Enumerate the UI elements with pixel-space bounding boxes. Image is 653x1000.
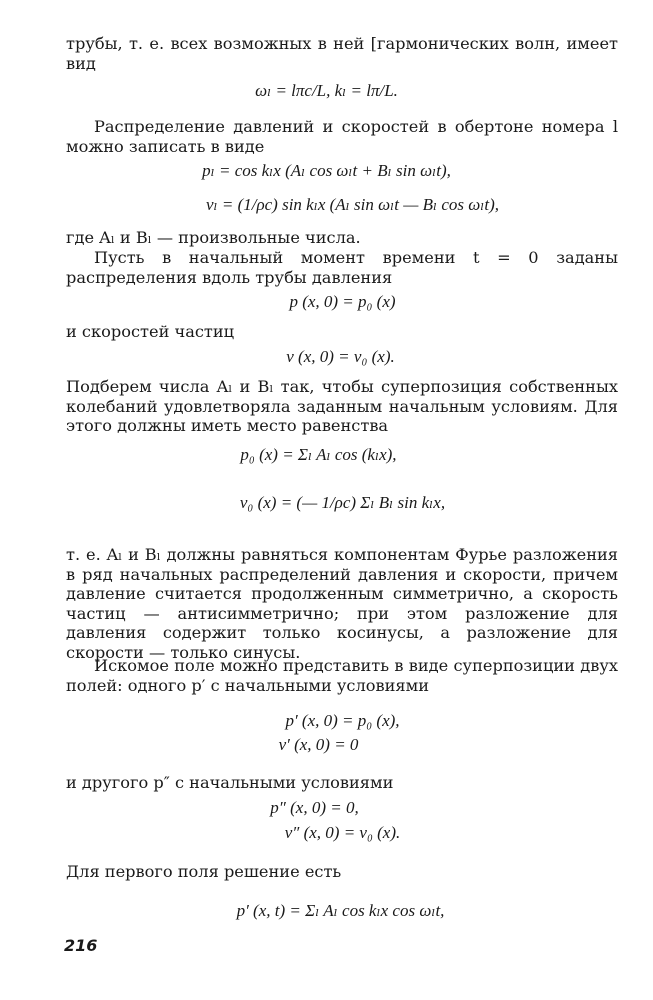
equation-text: v (x, 0) = v₀ (x).: [286, 347, 395, 366]
equation-text: v′ (x, 0) = 0: [278, 735, 359, 754]
paragraph-text: Пусть в начальный момент времени t = 0 заданы распределения вдоль трубы давления: [66, 248, 618, 287]
equation: [16, 710, 653, 732]
equation-text: p′ (x, 0) = p₀ (x),: [285, 711, 400, 730]
paragraph: [66, 117, 618, 156]
paragraph: [66, 228, 618, 248]
equation: [0, 734, 645, 756]
equation: [14, 346, 653, 368]
paragraph: [66, 322, 618, 342]
equation: [16, 291, 653, 313]
equation-text: ωₗ = lπc/L, kₗ = lπ/L.: [255, 81, 398, 100]
equation-text: p₀ (x) = Σₗ Aₗ cos (kₗx),: [240, 445, 397, 464]
paragraph: [66, 377, 618, 436]
paragraph-text: трубы, т. е. всех возможных в ней [гармонических волн, имеет вид: [66, 34, 618, 73]
paragraph-text: и скоростей частиц: [66, 322, 235, 341]
equation: [26, 194, 653, 216]
equation: [0, 444, 645, 466]
paragraph: [66, 248, 618, 287]
paragraph-text: где Aₗ и Bₗ — произвольные числа.: [66, 228, 361, 247]
equation: [0, 797, 641, 819]
equation: [16, 492, 653, 514]
equation: [14, 900, 653, 922]
equation-text: p (x, 0) = p₀ (x): [289, 292, 396, 311]
equation: [0, 80, 653, 102]
paragraph: [66, 862, 618, 882]
equation-text: v₀ (x) = (— 1/ρc) Σₗ Bₗ sin kₗx,: [239, 493, 446, 512]
equation: [16, 822, 653, 844]
paragraph-text: Для первого поля решение есть: [66, 862, 342, 881]
paragraph-text: Распределение давлений и скоростей в обертоне номера l можно записать в виде: [66, 117, 618, 156]
equation: [0, 160, 653, 182]
equation-text: v″ (x, 0) = v₀ (x).: [284, 823, 401, 842]
paragraph: [66, 34, 618, 73]
equation-text: vₗ = (1/ρc) sin kₗx (Aₗ sin ωₗt — Bₗ cos ωₗt),: [205, 195, 500, 214]
paragraph-text: Подберем числа Aₗ и Bₗ так, чтобы суперпозиция собственных колебаний удовлетворяла заданным начальным условиям. Для этого должны иметь место равенства: [66, 377, 618, 435]
paragraph-text: т. е. Aₗ и Bₗ должны равняться компонентам Фурье разложения в ряд начальных распределений давления и скорости, причем давление считается продолженным симметрично, а скорость частиц — антисимметрично; при этом разложение для давления содержит только косинусы, а разложение для скорости — только синусы.: [66, 545, 618, 662]
paragraph: [66, 545, 618, 662]
page-number: 216: [64, 936, 98, 955]
paragraph-text: и другого p″ с начальными условиями: [66, 773, 394, 792]
equation-text: pₗ = cos kₗx (Aₗ cos ωₗt + Bₗ sin ωₗt),: [202, 161, 451, 180]
paragraph: [66, 656, 618, 695]
paragraph: [66, 773, 618, 793]
equation-text: p″ (x, 0) = 0,: [270, 798, 359, 817]
equation-text: p′ (x, t) = Σₗ Aₗ cos kₗx cos ωₗt,: [236, 901, 445, 920]
paragraph-text: Искомое поле можно представить в виде суперпозиции двух полей: одного p′ с начальными условиями: [66, 656, 618, 695]
